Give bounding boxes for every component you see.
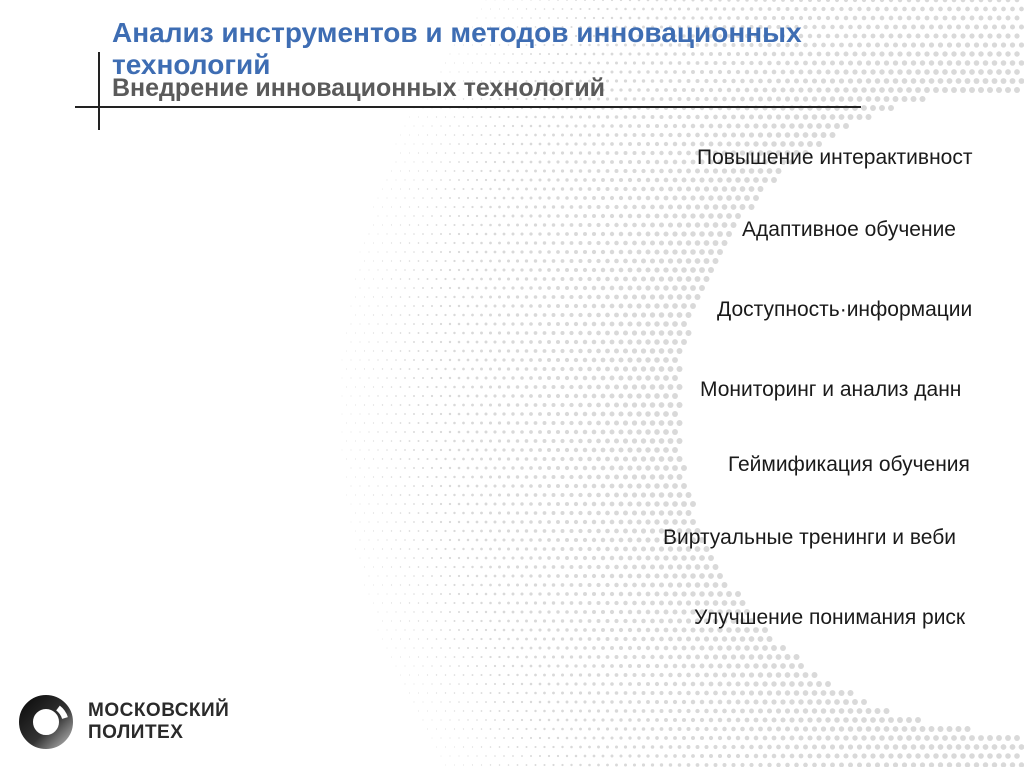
slide-subtitle: Внедрение инновационных технологий	[112, 74, 606, 102]
logo-line-1: МОСКОВСКИЙ	[88, 700, 230, 721]
list-item: Повышение интерактивност	[697, 146, 973, 169]
list-item: Геймификация обучения	[728, 453, 970, 476]
list-item: Мониторинг и анализ данн	[700, 378, 962, 401]
logo-line-2: ПОЛИТЕХ	[88, 722, 184, 743]
list-item: Адаптивное обучение	[742, 218, 956, 241]
university-logo	[18, 694, 229, 750]
logo-text	[88, 700, 229, 744]
list-item: Виртуальные тренинги и веби	[663, 526, 956, 549]
list-item: Доступность·информации	[717, 298, 973, 321]
slide-title: Анализ инструментов и методов инновационных технологий	[112, 17, 802, 80]
logo-ring-icon	[18, 694, 74, 750]
list-item: Улучшение понимания риск	[694, 606, 966, 629]
